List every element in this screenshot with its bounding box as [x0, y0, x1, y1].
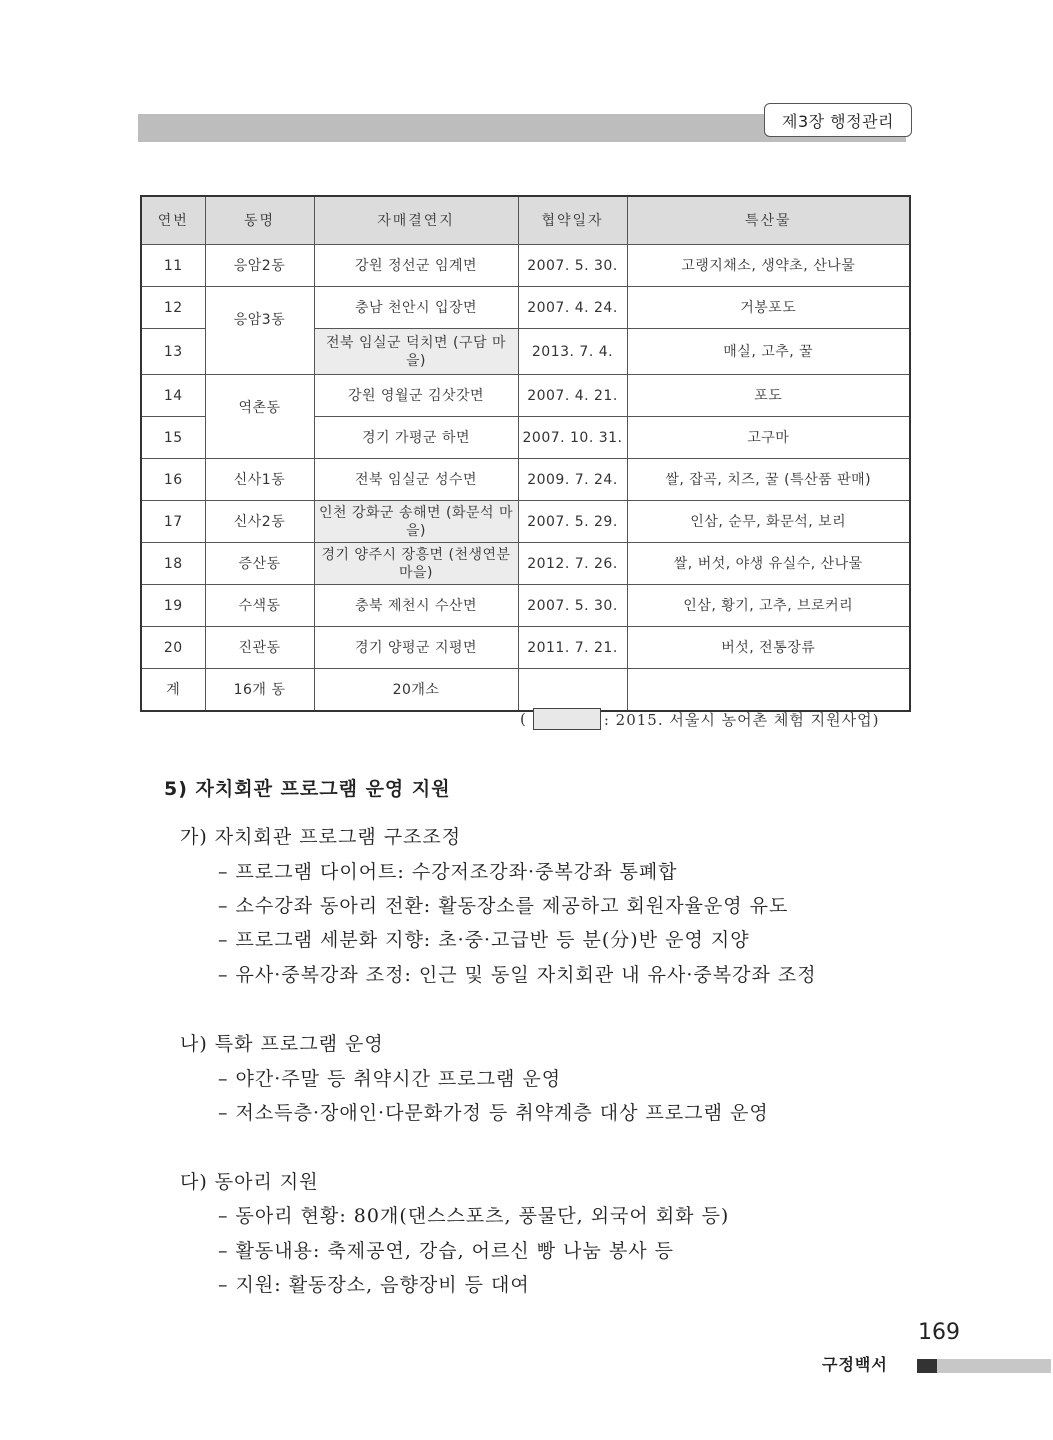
cell-date: 2007. 4. 24.	[518, 287, 627, 329]
cell-sister: 강원 정선군 임계면	[314, 245, 518, 287]
table-legend	[520, 708, 879, 730]
cell-dong: 수색동	[205, 585, 314, 627]
cell-no: 13	[141, 329, 205, 375]
cell-sister: 경기 가평군 하면	[314, 417, 518, 459]
list-item: – 소수강좌 동아리 전환: 활동장소를 제공하고 회원자율운영 유도	[218, 895, 789, 917]
footer-block	[917, 1359, 937, 1373]
cell-dong: 진관동	[205, 627, 314, 669]
cell-date: 2009. 7. 24.	[518, 459, 627, 501]
cell-product: 포도	[627, 375, 910, 417]
table-row	[141, 585, 910, 627]
col-header-dong: 동명	[205, 196, 314, 245]
list-item: – 활동내용: 축제공연, 강습, 어르신 빵 나눔 봉사 등	[218, 1240, 675, 1262]
cell-no: 14	[141, 375, 205, 417]
cell-date: 2007. 4. 21.	[518, 375, 627, 417]
cell-total-sister: 20개소	[314, 669, 518, 712]
table-row	[141, 543, 910, 585]
list-item: – 야간·주말 등 취약시간 프로그램 운영	[218, 1068, 562, 1090]
table-header-row	[141, 196, 910, 245]
cell-product: 버섯, 전통장류	[627, 627, 910, 669]
cell-sister: 인천 강화군 송해면 (화문석 마을)	[314, 501, 518, 543]
cell-date: 2007. 5. 30.	[518, 585, 627, 627]
cell-no: 19	[141, 585, 205, 627]
subsection-title-c: 다) 동아리 지원	[180, 1171, 319, 1193]
cell-product: 쌀, 버섯, 야생 유실수, 산나물	[627, 543, 910, 585]
legend-text: : 2015. 서울시 농어촌 체험 지원사업)	[603, 710, 880, 729]
cell-product: 고구마	[627, 417, 910, 459]
table-row	[141, 245, 910, 287]
footer-label: 구정백서	[822, 1355, 888, 1374]
table-row	[141, 627, 910, 669]
cell-no: 15	[141, 417, 205, 459]
cell-date: 2012. 7. 26.	[518, 543, 627, 585]
legend-open-paren: (	[520, 710, 527, 728]
subsection-title-b: 나) 특화 프로그램 운영	[180, 1033, 384, 1055]
cell-no: 20	[141, 627, 205, 669]
table-total-row	[141, 669, 910, 712]
cell-date: 2013. 7. 4.	[518, 329, 627, 375]
col-header-no: 연번	[141, 196, 205, 245]
cell-total-dong: 16개 동	[205, 669, 314, 712]
legend-swatch	[533, 708, 601, 730]
table-row	[141, 287, 910, 329]
page-number: 169	[918, 1320, 960, 1345]
cell-sister: 전북 임실군 성수면	[314, 459, 518, 501]
col-header-product: 특산물	[627, 196, 910, 245]
list-item: – 유사·중복강좌 조정: 인근 및 동일 자치회관 내 유사·중복강좌 조정	[218, 964, 817, 986]
cell-no: 11	[141, 245, 205, 287]
cell-dong: 역촌동	[205, 375, 314, 459]
cell-date: 2007. 5. 30.	[518, 245, 627, 287]
cell-product: 쌀, 잡곡, 치즈, 꿀 (특산품 판매)	[627, 459, 910, 501]
cell-date: 2007. 5. 29.	[518, 501, 627, 543]
section-title: 5) 자치회관 프로그램 운영 지원	[164, 778, 451, 800]
col-header-sister: 자매결연지	[314, 196, 518, 245]
table-row	[141, 501, 910, 543]
sister-city-table-container	[140, 195, 911, 712]
cell-product: 매실, 고추, 꿀	[627, 329, 910, 375]
cell-sister: 충북 제천시 수산면	[314, 585, 518, 627]
cell-dong: 증산동	[205, 543, 314, 585]
footer-bar	[937, 1359, 1051, 1373]
cell-product: 인삼, 순무, 화문석, 보리	[627, 501, 910, 543]
table-row	[141, 459, 910, 501]
list-item: – 지원: 활동장소, 음향장비 등 대여	[218, 1274, 530, 1296]
cell-no: 18	[141, 543, 205, 585]
cell-date: 2007. 10. 31.	[518, 417, 627, 459]
cell-sister: 전북 임실군 덕치면 (구담 마을)	[314, 329, 518, 375]
chapter-tab: 제3장 행정관리	[764, 103, 912, 137]
cell-sister: 경기 양주시 장흥면 (천생연분 마을)	[314, 543, 518, 585]
cell-dong: 응암3동	[205, 287, 314, 375]
cell-product: 인삼, 황기, 고추, 브로커리	[627, 585, 910, 627]
cell-no: 17	[141, 501, 205, 543]
list-item: – 동아리 현황: 80개(댄스스포츠, 풍물단, 외국어 회화 등)	[218, 1205, 730, 1227]
cell-total-label: 계	[141, 669, 205, 712]
cell-product: 거봉포도	[627, 287, 910, 329]
list-item: – 프로그램 다이어트: 수강저조강좌·중복강좌 통폐합	[218, 861, 678, 883]
cell-sister: 충남 천안시 입장면	[314, 287, 518, 329]
subsection-title-a: 가) 자치회관 프로그램 구조조정	[180, 826, 462, 848]
cell-dong: 신사1동	[205, 459, 314, 501]
cell-empty	[518, 669, 627, 712]
cell-empty	[627, 669, 910, 712]
cell-no: 16	[141, 459, 205, 501]
cell-date: 2011. 7. 21.	[518, 627, 627, 669]
list-item: – 저소득층·장애인·다문화가정 등 취약계층 대상 프로그램 운영	[218, 1102, 769, 1124]
cell-sister: 경기 양평군 지평면	[314, 627, 518, 669]
cell-sister: 강원 영월군 김삿갓면	[314, 375, 518, 417]
cell-dong: 신사2동	[205, 501, 314, 543]
cell-dong: 응암2동	[205, 245, 314, 287]
sister-city-table	[140, 195, 911, 712]
col-header-date: 협약일자	[518, 196, 627, 245]
cell-product: 고랭지채소, 생약초, 산나물	[627, 245, 910, 287]
list-item: – 프로그램 세분화 지향: 초·중·고급반 등 분(分)반 운영 지양	[218, 929, 750, 951]
cell-no: 12	[141, 287, 205, 329]
table-row	[141, 375, 910, 417]
